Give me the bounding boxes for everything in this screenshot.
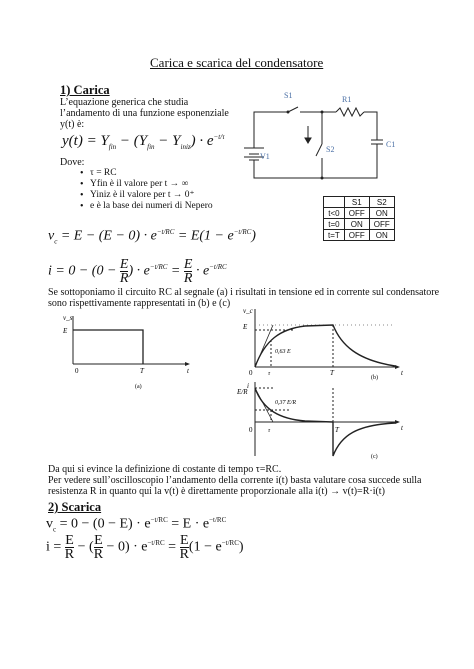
osc-text-line-2: resistenza R in quanto qui la v(t) è direttamente proporzionale alla i(t) → v(t)=R·i(t)	[48, 486, 385, 497]
i-charge-formula: i = 0 − (0 − $\frac{E}{R}$ ) · $e^{-t/RC}$ = $\frac{E}{R}$ · $e^{-t/RC}$	[48, 257, 227, 286]
graph-b-t-axis: t	[401, 369, 403, 377]
label-s2: S2	[326, 145, 335, 154]
bullet-tau: • τ = RC	[90, 168, 213, 179]
signals-text-line-1: Se sottoponiamo il circuito RC al segnale (a) i risultati in tensione ed in corrente sul condensatore	[48, 287, 440, 298]
dove-label: Dove:	[60, 157, 85, 168]
graph-b-ylabel: v_c	[243, 307, 253, 315]
definition-text: Da qui si evince la definizione di costante di tempo τ=RC.	[48, 464, 282, 475]
table-cell: ON	[369, 230, 394, 241]
graph-a-t-axis: t	[187, 367, 189, 375]
table-cell: t=0	[324, 219, 345, 230]
graph-a-ylabel: v_s	[63, 314, 73, 322]
graph-b-zero: 0	[249, 369, 253, 377]
table-header-cell	[324, 197, 345, 208]
osc-text-line-1: Per vedere sull’oscilloscopio l’andamento della corrente i(t) basta valutare cosa succede sulla	[48, 475, 422, 486]
table-cell: ON	[344, 219, 369, 230]
graph-c-capacitor-current	[235, 380, 410, 460]
definitions-list	[78, 168, 213, 212]
rc-circuit-diagram	[232, 86, 412, 186]
table-row	[324, 230, 395, 241]
graph-c-caption: (c)	[371, 454, 378, 460]
bullet-yiniz: • Yiniz è il valore per t → 0⁺	[90, 190, 213, 201]
bullet-nepero: • e è la base dei numeri di Nepero	[90, 201, 213, 212]
intro-line-1: L’equazione generica che studia	[60, 97, 189, 108]
switch-state-table	[323, 196, 395, 241]
table-cell: OFF	[344, 230, 369, 241]
general-formula: $y(t) = Y_{fin} - (Y_{fin} - Y_{iniz}) \cdot e^{-t/\tau}$	[62, 133, 225, 151]
table-header-row	[324, 197, 395, 208]
graph-c-t-axis: t	[401, 424, 403, 432]
table-header-cell: S2	[369, 197, 394, 208]
graph-b-tau-label: τ	[268, 371, 271, 377]
label-v1: V1	[260, 152, 270, 161]
vc-discharge-formula: $v_c = 0 - (0 - E) \cdot e^{-t/RC} = E \cdot e^{-t/RC}$	[46, 516, 227, 534]
graph-c-ylabel: i	[247, 382, 249, 390]
table-row	[324, 219, 395, 230]
table-row	[324, 208, 395, 219]
intro-line-2: l’andamento di una funzione esponenziale	[60, 108, 229, 119]
intro-line-3: y(t) è:	[60, 119, 85, 130]
label-r1: R1	[342, 95, 352, 104]
graph-c-level-label: 0,37 E/R	[275, 400, 296, 406]
table-cell: OFF	[369, 219, 394, 230]
label-c1: C1	[386, 140, 396, 149]
vc-charge-formula: $v_c = E - (E - 0) \cdot e^{-t/RC} = E(1 - e^{-t/RC})$	[48, 228, 256, 246]
table-cell: ON	[369, 208, 394, 219]
bullet-yfin: • Yfin è il valore per t → ∞	[90, 179, 213, 190]
section-heading-carica: 1) Carica	[60, 83, 110, 97]
graph-c-t-mark: T	[335, 426, 339, 434]
graph-b-t-mark: T	[330, 369, 334, 377]
table-header-cell: S1	[344, 197, 369, 208]
page-title: Carica e scarica del condensatore	[150, 55, 324, 70]
graph-a-zero: 0	[75, 367, 79, 375]
table-cell: t<0	[324, 208, 345, 219]
graph-c-tau-label: τ	[268, 428, 271, 434]
table-cell: OFF	[344, 208, 369, 219]
graph-a-e-label: E	[63, 327, 68, 335]
table-cell: t=T	[324, 230, 345, 241]
graph-b-level-label: 0,63 E	[275, 349, 291, 355]
signals-text-line-2: sono rispettivamente rappresentati in (b) e (c)	[48, 298, 231, 309]
graph-a-caption: (a)	[135, 384, 142, 390]
i-discharge-formula: i = $\frac{E}{R}$ − ( $\frac{E}{R}$ − $0) \cdot e^{-t/RC}$ = $\frac{E}{R}$ $(1 - e^{-t/RC})$	[46, 533, 244, 562]
section-heading-scarica: 2) Scarica	[48, 500, 102, 514]
graph-b-caption: (b)	[371, 375, 378, 381]
label-s1: S1	[284, 91, 293, 100]
graph-b-e-label: E	[243, 323, 248, 331]
graph-a-input-signal	[55, 312, 195, 397]
graph-c-er-label: E/R	[237, 388, 248, 396]
graph-a-t-mark: T	[140, 367, 144, 375]
graph-c-zero: 0	[249, 426, 253, 434]
graph-b-capacitor-voltage	[235, 305, 410, 385]
